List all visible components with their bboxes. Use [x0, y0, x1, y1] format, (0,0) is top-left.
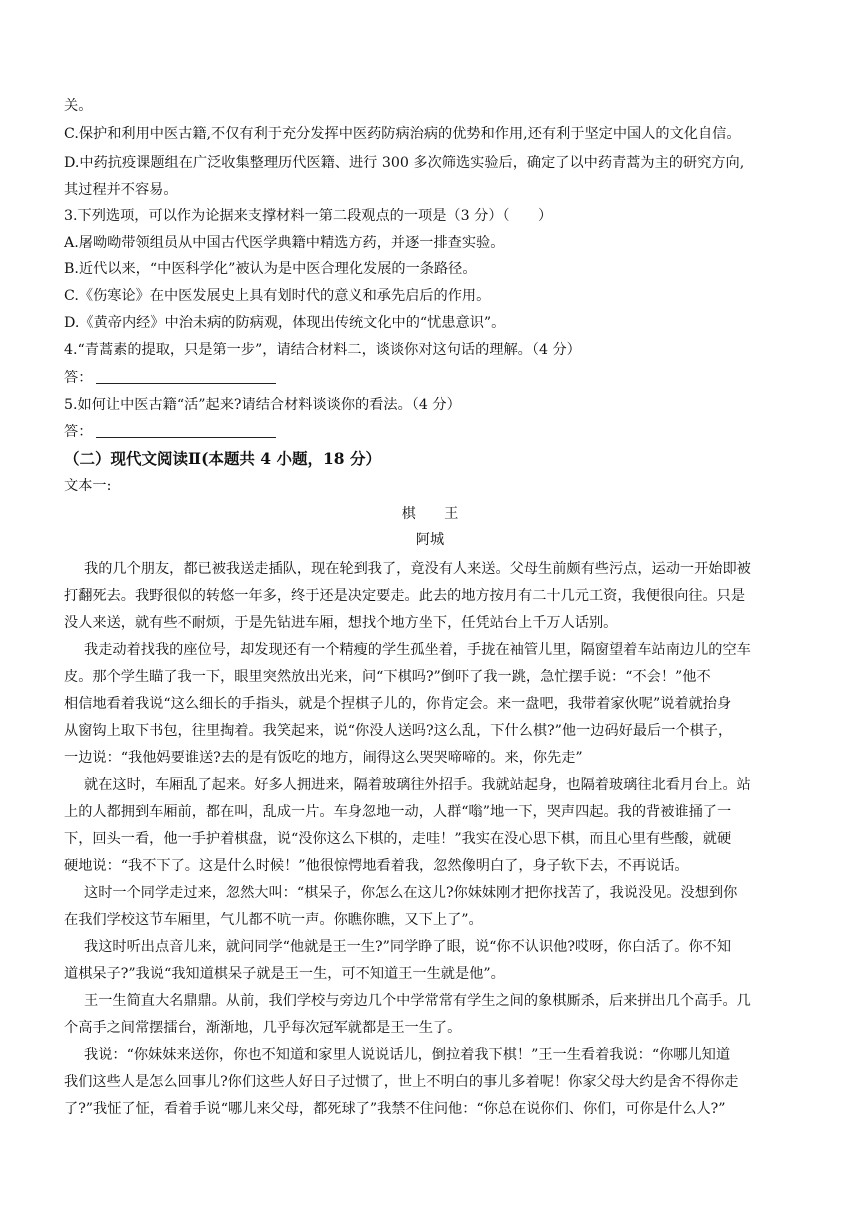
q3-option-d: D.《黄帝内经》中治未病的防病观，体现出传统文化中的“忧患意识”。 — [64, 315, 506, 331]
answer-blank[interactable] — [96, 369, 276, 384]
body-line: 从窗钩上取下书包，往里掏着。我笑起来，说“你没人送吗?这么乱，下什么棋?”他一边码好最后一个棋子， — [64, 723, 733, 739]
body-line: 我说：“你妹妹来送你，你也不知道和家里人说说话儿，倒拉着我下棋！”王一生看着我说：“你哪儿知道 — [84, 1047, 731, 1063]
body-line: 硬地说：“我不下了。这是什么时候！”他很惊愕地看着我，忽然像明白了，身子软下去，不再说话。 — [64, 858, 689, 874]
body-line: 王一生简直大名鼎鼎。从前，我们学校与旁边几个中学常常有学生之间的象棋厮杀，后来拼出几个高手。几 — [84, 993, 751, 1009]
body-line: 我这时听出点音儿来，就问同学“他就是王一生?”同学睁了眼，说“你不认识他?哎呀，你白活了。你不知 — [84, 939, 732, 955]
body-line: 没人来送，就有些不耐烦，于是先钻进车厢，想找个地方坐下，任凭站台上千万人话别。 — [64, 615, 618, 631]
answer-label: 答： — [64, 370, 93, 386]
q2-option-d-line1: D.中药抗疫课题组在广泛收集整理历代医籍、进行 300 多次筛选实验后，确定了以中药青蒿为主的研究方向, — [64, 155, 745, 171]
q2-option-b-tail: 关。 — [64, 98, 93, 114]
body-line: 下，回头一看，他一手护着棋盘，说“没你这么下棋的，走哇！”我实在没心思下棋，而且心里有些酸，就硬 — [64, 831, 732, 847]
body-line: 了?”我怔了怔，看着手说“哪儿来父母，都死球了”我禁不住问他：“你总在说你们、你们，可你是什么人?” — [64, 1101, 726, 1117]
answer-line-5[interactable] — [64, 422, 276, 442]
body-line: 我走动着找我的座位号，却发现还有一个精瘦的学生孤坐着，手拢在袖管儿里，隔窗望着车站南边儿的空车 — [84, 642, 751, 658]
body-line: 在我们学校这节车厢里，气儿都不吭一声。你瞧你瞧，又下上了”。 — [64, 912, 483, 928]
answer-label: 答： — [64, 424, 93, 440]
q3-option-c: C.《伤寒论》在中医发展史上具有划时代的意义和承先启后的作用。 — [64, 288, 491, 304]
text-label: 文本一: — [64, 478, 112, 494]
q3-option-b: B.近代以来，“中医科学化”被认为是中医合理化发展的一条路径。 — [64, 261, 477, 277]
answer-blank[interactable] — [96, 423, 276, 438]
q3-option-a: A.屠呦呦带领组员从中国古代医学典籍中精选方药，并逐一排查实验。 — [64, 235, 505, 251]
story-title: 棋 王 — [401, 506, 459, 522]
question-5: 5.如何让中医古籍“活”起来?请结合材料谈谈你的看法。（4 分） — [64, 397, 461, 413]
question-4: 4.“青蒿素的提取，只是第一步”，请结合材料二，谈谈你对这句话的理解。（4 分） — [64, 342, 581, 358]
body-line: 打翻死去。我野很似的转悠一年多，终于还是决定要走。此去的地方按月有二十几元工资，我便很向往。只是 — [64, 588, 746, 604]
body-line: 一边说：“我他妈要谁送?去的是有饭吃的地方，闹得这么哭哭啼啼的。来，你先走” — [64, 750, 583, 766]
q2-option-d-line2: 其过程并不容易。 — [64, 182, 178, 198]
body-line: 这时一个同学走过来，忽然大叫：“棋呆子，你怎么在这儿?你妹妹刚才把你找苦了，我说没见。没想到你 — [84, 885, 738, 901]
body-line: 我的几个朋友，都已被我送走插队，现在轮到我了，竟没有人来送。父母生前颇有些污点，运动一开始即被 — [84, 561, 751, 577]
story-author: 阿城 — [415, 532, 445, 548]
body-line: 皮。那个学生瞄了我一下，眼里突然放出光来，问“下棋吗?”倒吓了我一跳，急忙摆手说：“不会！”他不 — [64, 669, 711, 685]
body-line: 上的人都拥到车厢前，都在叫，乱成一片。车身忽地一动，人群“嗡”地一下，哭声四起。我的背被谁捅了一 — [64, 804, 732, 820]
section-heading: （二）现代文阅读Ⅱ(本题共 4 小题，18 分） — [64, 449, 381, 468]
body-line: 我们这些人是怎么回事儿?你们这些人好日子过惯了，世上不明白的事儿多着呢！你家父母大约是舍不得你走 — [64, 1074, 739, 1090]
answer-line-4[interactable] — [64, 368, 276, 388]
body-line: 就在这时，车厢乱了起来。好多人拥进来，隔着玻璃往外招手。我就站起身，也隔着玻璃往北看月台上。站 — [84, 777, 751, 793]
body-line: 个高手之间常摆擂台，渐渐地，几乎每次冠军就都是王一生了。 — [64, 1020, 462, 1036]
body-line: 道棋呆子?”我说“我知道棋呆子就是王一生，可不知道王一生就是他”。 — [64, 966, 505, 982]
q2-option-c: C.保护和利用中医古籍,不仅有利于充分发挥中医药防病治病的优势和作用,还有利于坚定中国人的文化自信。 — [64, 126, 741, 142]
body-line: 相信地看着我说“这么细长的手指头，就是个捏棋子儿的，你肯定会。来一盘吧，我带着家伙呢”说着就抬身 — [64, 696, 732, 712]
question-3: 3.下列选项，可以作为论据来支撑材料一第二段观点的一项是（3 分）（ ） — [64, 208, 553, 224]
